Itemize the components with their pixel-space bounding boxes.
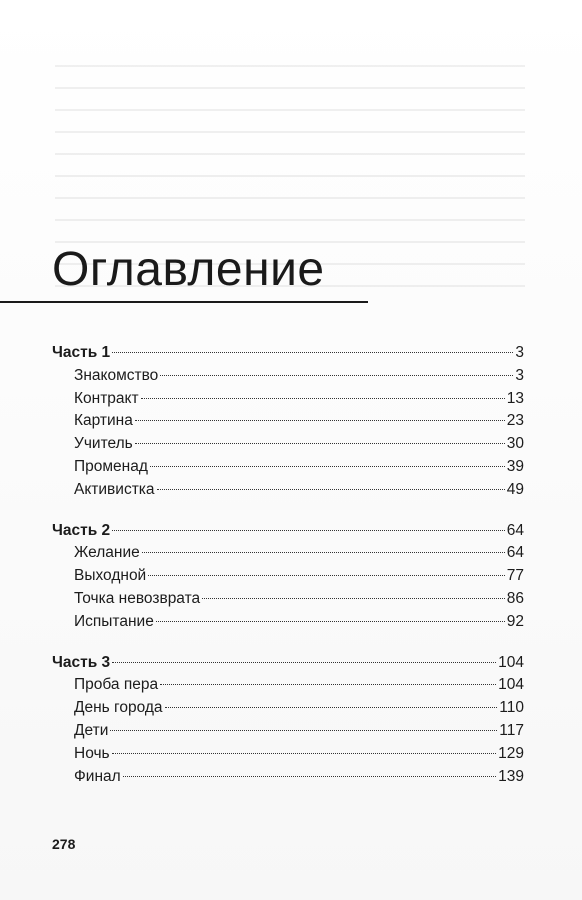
toc-entry-title: Контракт — [74, 389, 139, 407]
toc-entry-page-number: 64 — [506, 521, 524, 539]
toc-entry-title: Часть 1 — [52, 344, 111, 361]
dot-leader — [202, 598, 505, 599]
toc-chapter-entry[interactable] — [52, 674, 524, 697]
dot-leader — [157, 489, 505, 490]
toc-chapter-entry[interactable] — [52, 766, 524, 789]
toc-chapter-entry[interactable] — [52, 456, 524, 479]
title-underline — [0, 301, 368, 303]
toc-chapter-entry[interactable] — [52, 697, 524, 720]
toc-chapter-entry[interactable] — [52, 542, 524, 565]
dot-leader — [135, 443, 505, 444]
toc-entry-page-number: 64 — [506, 544, 524, 562]
toc-entry-title: Променад — [74, 457, 148, 475]
dot-leader — [112, 352, 513, 353]
toc-entry-page-number: 139 — [498, 767, 524, 785]
toc-entry-title: День города — [74, 699, 163, 717]
toc-entry-page-number: 13 — [506, 389, 524, 407]
toc-entry-title: Учитель — [74, 435, 133, 453]
toc-entry-page-number: 23 — [506, 412, 524, 430]
dot-leader — [156, 621, 505, 622]
toc-entry-page-number: 110 — [499, 699, 524, 717]
dot-leader — [165, 707, 498, 708]
toc-entry-page-number: 129 — [498, 744, 524, 762]
toc-entry-page-number: 30 — [506, 435, 524, 453]
toc-entry-title: Знакомство — [74, 366, 159, 384]
toc-chapter-entry[interactable] — [52, 433, 524, 456]
toc-entry-page-number: 92 — [506, 612, 524, 630]
toc-entry-page-number: 77 — [506, 567, 524, 585]
toc-part-entry[interactable] — [52, 342, 524, 365]
toc-entry-page-number: 86 — [506, 589, 524, 607]
toc-entry-title: Часть 3 — [52, 653, 111, 671]
dot-leader — [110, 730, 497, 731]
toc-chapter-entry[interactable] — [52, 365, 524, 388]
toc-entry-title: Финал — [74, 767, 121, 785]
dot-leader — [112, 753, 497, 754]
toc-part-entry[interactable] — [52, 520, 524, 543]
toc-chapter-entry[interactable] — [52, 588, 524, 611]
dot-leader — [135, 420, 505, 421]
dot-leader — [142, 552, 505, 553]
toc-entry-title: Часть 2 — [52, 521, 111, 539]
toc-chapter-entry[interactable] — [52, 743, 524, 766]
dot-leader — [112, 662, 496, 663]
toc-entry-page-number: 3 — [515, 366, 524, 384]
toc-entry-page-number: 3 — [515, 344, 524, 361]
dot-leader — [148, 575, 505, 576]
toc-entry-title: Точка невозврата — [74, 589, 201, 607]
table-of-contents — [52, 342, 524, 788]
dot-leader — [123, 776, 496, 777]
page-number: 278 — [52, 836, 76, 852]
toc-chapter-entry[interactable] — [52, 611, 524, 634]
toc-entry-title: Активистка — [74, 480, 155, 498]
dot-leader — [150, 466, 505, 467]
toc-entry-page-number: 49 — [506, 480, 524, 498]
toc-chapter-entry[interactable] — [52, 565, 524, 588]
toc-chapter-entry[interactable] — [52, 479, 524, 502]
dot-leader — [160, 375, 513, 376]
dot-leader — [141, 398, 505, 399]
page-title: Оглавление — [52, 243, 325, 296]
toc-entry-page-number: 117 — [499, 721, 524, 739]
toc-entry-title: Ночь — [74, 744, 110, 762]
toc-entry-title: Проба пера — [74, 676, 159, 694]
toc-entry-title: Желание — [74, 544, 140, 562]
toc-entry-page-number: 104 — [498, 676, 524, 694]
toc-entry-page-number: 104 — [498, 653, 524, 671]
toc-entry-title: Выходной — [74, 567, 147, 585]
toc-part-entry[interactable] — [52, 652, 524, 675]
toc-entry-title: Дети — [74, 721, 109, 739]
dot-leader — [112, 530, 505, 531]
toc-chapter-entry[interactable] — [52, 388, 524, 411]
toc-entry-title: Картина — [74, 412, 133, 430]
toc-chapter-entry[interactable] — [52, 720, 524, 743]
toc-entry-title: Испытание — [74, 612, 154, 630]
dot-leader — [160, 684, 496, 685]
toc-entry-page-number: 39 — [506, 457, 524, 475]
toc-chapter-entry[interactable] — [52, 410, 524, 433]
